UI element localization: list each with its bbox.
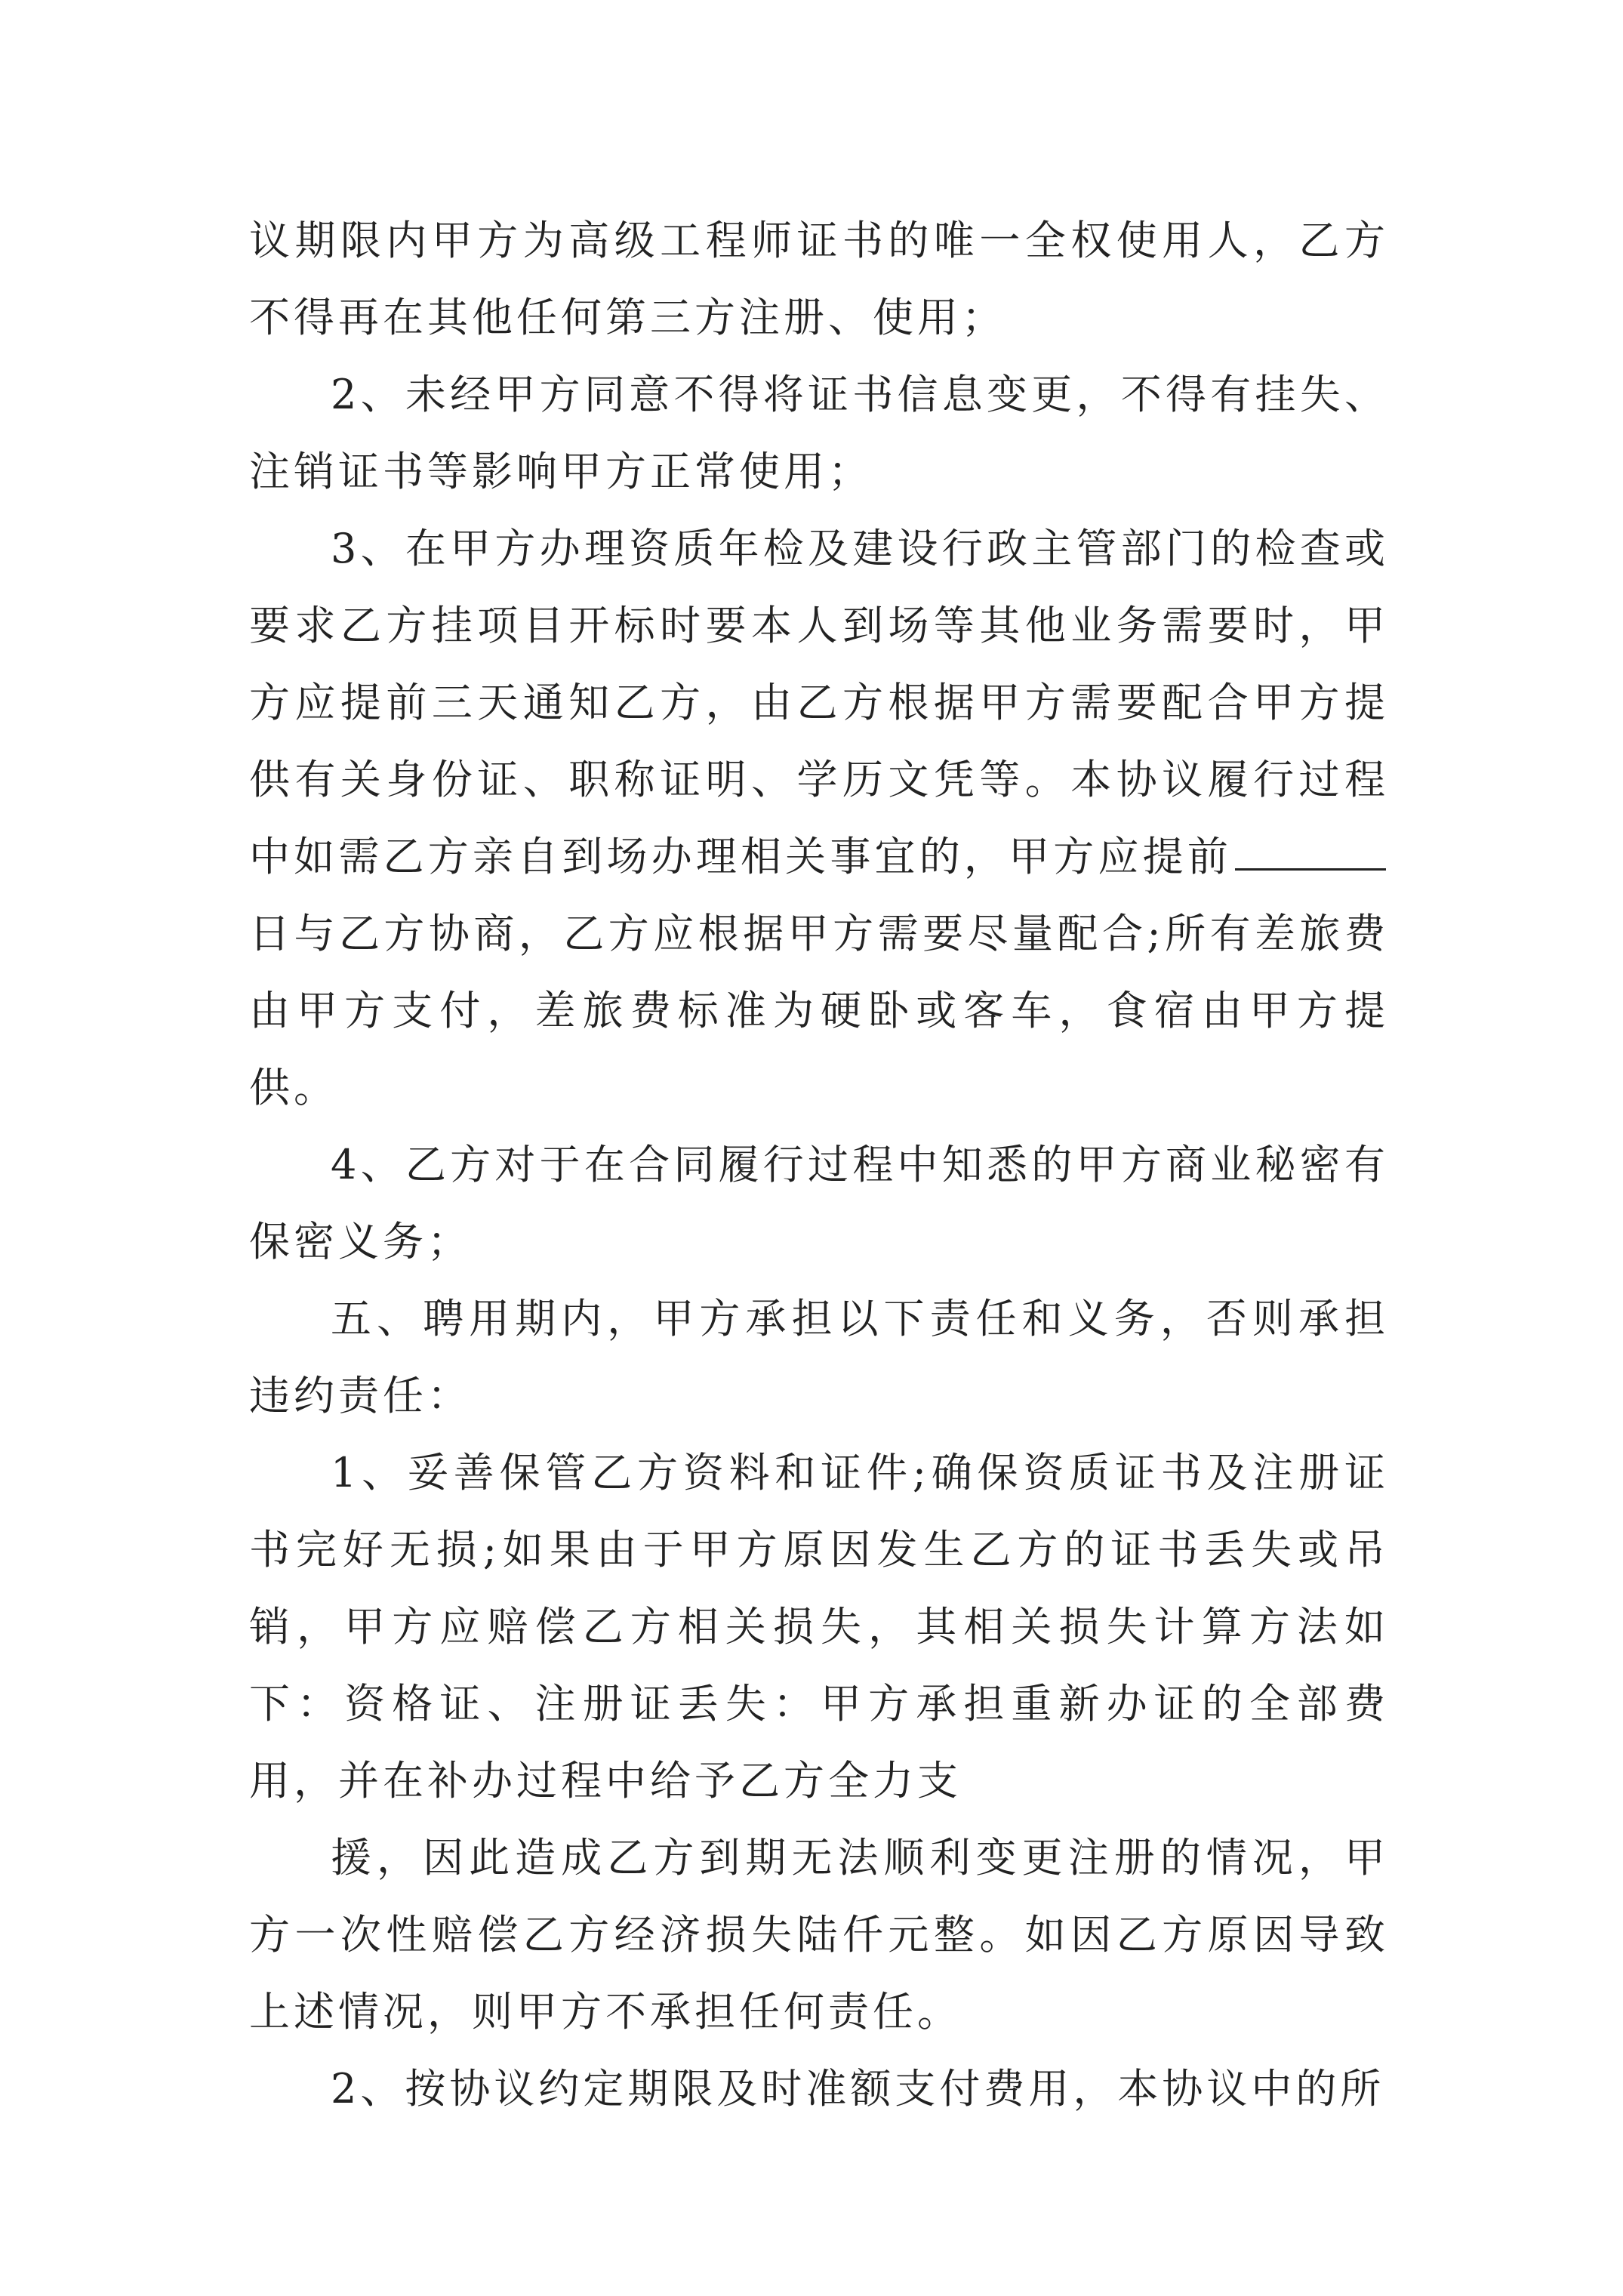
- document-body: [249, 202, 1389, 2128]
- fill-in-blank: [1235, 832, 1386, 871]
- paragraph-5: 五、聘用期内，甲方承担以下责任和义务，否则承担违约责任：: [249, 1295, 1389, 1419]
- paragraph-3: [249, 510, 1389, 1126]
- paragraph-3-before-blank: 3、在甲方办理资质年检及建设行政主管部门的检查或要求乙方挂项目开标时要本人到场等其他业务需要时，甲方应提前三天通知乙方，由乙方根据甲方需要配合甲方提供有关身份证、职称证明、学历文凭等。本协议履行过程中如需乙方亲自到场办理相关事宜的，甲方应提前: [249, 525, 1389, 880]
- paragraph-7: 援，因此造成乙方到期无法顺利变更注册的情况，甲方一次性赔偿乙方经济损失陆仟元整。如因乙方原因导致上述情况，则甲方不承担任何责任。: [249, 1834, 1389, 2036]
- paragraph-3-after-blank: 日与乙方协商，乙方应根据甲方需要尽量配合;所有差旅费由甲方支付，差旅费标准为硬卧或客车，食宿由甲方提供。: [249, 910, 1389, 1111]
- paragraph-6: 1、妥善保管乙方资料和证件;确保资质证书及注册证书完好无损;如果由于甲方原因发生乙方的证书丢失或吊销，甲方应赔偿乙方相关损失，其相关损失计算方法如下：资格证、注册证丢失：甲方承担重新办证的全部费用，并在补办过程中给予乙方全力支: [249, 1449, 1389, 1804]
- paragraph-2: 2、未经甲方同意不得将证书信息变更，不得有挂失、注销证书等影响甲方正常使用；: [249, 371, 1389, 495]
- paragraph-4: 4、乙方对于在合同履行过程中知悉的甲方商业秘密有保密义务；: [249, 1141, 1389, 1265]
- paragraph-1: 议期限内甲方为高级工程师证书的唯一全权使用人，乙方不得再在其他任何第三方注册、使用；: [249, 217, 1389, 341]
- paragraph-8: 2、按协议约定期限及时准额支付费用，本协议中的所: [331, 2065, 1385, 2113]
